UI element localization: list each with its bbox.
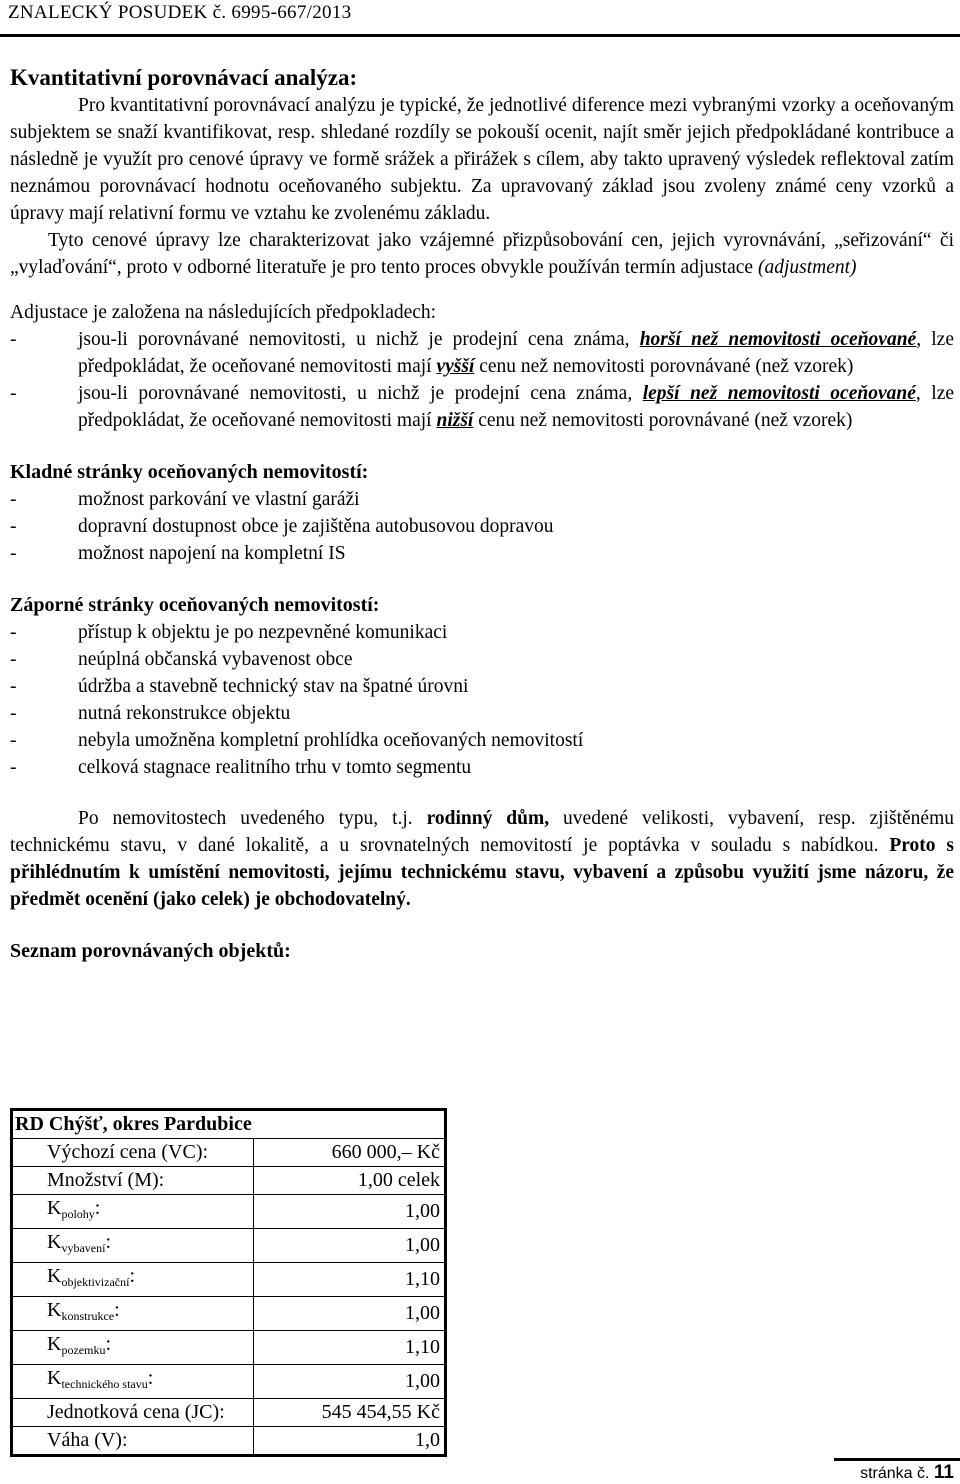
document-header: ZNALECKÝ POSUDEK č. 6995-667/2013 [8,2,352,23]
row-label: $K_{konstrukce}$: [12,1297,254,1331]
comparison-table [10,1108,447,1457]
list-item-text: možnost napojení na kompletní IS [78,543,346,564]
row-label: $K_{pozemku}$: [12,1331,254,1365]
page-number: 11 [933,1462,954,1483]
dash: - [10,383,17,404]
property-type: rodinný dům, [426,808,550,829]
row-label: Jednotková cena (JC): [12,1399,254,1427]
list-item [10,754,954,781]
dash: - [10,649,17,670]
row-label: $K_{technického stavu}$: [12,1365,254,1399]
row-label: $K_{polohy}$: [12,1195,254,1229]
row-label: $K_{objektivizační}$: [12,1263,254,1297]
emphasis-better [643,383,916,404]
list-item [10,646,954,673]
row-value: 660 000,– Kč [254,1139,446,1167]
row-label-subscript: polohy [61,1207,95,1221]
dash: - [10,622,17,643]
adjustment-list [10,326,954,434]
list-item-text: údržba a stavebně technický stav na špatné úrovni [78,676,469,697]
footer-rule [834,1458,960,1461]
conclusion-text: Po nemovitostech uvedeného typu, t.j. [78,808,427,829]
list-item-text: možnost parkování ve vlastní garáži [78,489,360,510]
list-item-text: přístup k objektu je po nezpevněné komunikaci [78,622,448,643]
dash: - [10,516,17,537]
section-title: Kvantitativní porovnávací analýza: [10,65,358,90]
paragraph-adjustment [10,227,954,281]
list-item-text: celková stagnace realitního trhu v tomto segmentu [78,757,472,778]
dash: - [10,489,17,510]
item-text: cenu než nemovitosti porovnávané (než vzorek) [473,410,853,431]
list-item [10,486,954,513]
adjustment-item [10,326,954,380]
row-value: 545 454,55 Kč [254,1399,446,1427]
list-item [10,673,954,700]
negatives-title: Záporné stránky oceňovaných nemovitostí: [10,594,380,616]
emphasis-rest: než nemovitosti oceňované [680,329,917,350]
table-row [12,1365,446,1399]
header-rule [0,34,960,37]
emphasis-worse [640,329,917,350]
row-label-subscript: pozemku [61,1343,106,1357]
dash: - [10,329,17,350]
emphasis-word: lepší [642,383,680,404]
list-item [10,513,954,540]
table-row [12,1195,446,1229]
paragraph-adjustment-text: Tyto cenové úpravy lze charakterizovat jako vzájemné přizpůsobování cen, jejich vyrovnávání, „seřizování“ či „vylaďování“, proto v odborné literatuře je pro tento proces obvykle používán termín adjustace [10,230,954,278]
page-footer [860,1462,954,1484]
page-label: stránka č. [860,1465,930,1482]
list-item [10,727,954,754]
table-row [12,1139,446,1167]
row-label: $K_{vybavení}$: [12,1229,254,1263]
adjustment-term: (adjustment) [757,257,857,278]
item-text: , lze předpokládat, že oceňované nemovitosti mají [78,383,955,431]
item-text: , lze předpokládat, že oceňované nemovitosti mají [78,329,954,377]
row-value: 1,10 [254,1263,446,1297]
row-label: Množství (M): [12,1167,254,1195]
table-row [12,1427,446,1456]
list-item [10,540,954,567]
objects-list-title: Seznam porovnávaných objektů: [10,940,291,962]
row-value: 1,0 [254,1427,446,1456]
item-text: jsou-li porovnávané nemovitosti, u nichž je prodejní cena známa, [78,383,643,404]
row-label-subscript: vybavení [61,1241,106,1255]
conclusion-statement: Proto s přihlédnutím k umístění nemovitosti, jejímu technickému stavu, vybavení a způsobu využití jsme názoru, že předmět ocenění (jako celek) je obchodovatelný. [10,835,954,910]
positives-list [10,486,954,567]
row-label-subscript: objektivizační [61,1275,130,1289]
conclusion-text: uvedené velikosti, vybavení, resp. zjištěnému technickému stavu, v dané lokalitě, a u srovnatelných nemovitostí je poptávka v souladu s nabídkou. [10,808,954,856]
dash: - [10,730,17,751]
table-row [12,1331,446,1365]
row-value: 1,00 [254,1365,446,1399]
table-row [12,1399,446,1427]
list-item-text: neúplná občanská vybavenost obce [78,649,353,670]
row-value: 1,00 [254,1229,446,1263]
dash: - [10,543,17,564]
row-label: Váha (V): [12,1427,254,1456]
dash: - [10,757,17,778]
row-value: 1,00 celek [254,1167,446,1195]
emphasis-rest: než nemovitosti oceňované [679,383,916,404]
list-item-text: nutná rekonstrukce objektu [78,703,291,724]
list-item-text: nebyla umožněna kompletní prohlídka oceňovaných nemovitostí [78,730,584,751]
table-row [12,1229,446,1263]
item-text: jsou-li porovnávané nemovitosti, u nichž je prodejní cena známa, [78,329,640,350]
table-caption: RD Chýšť, okres Pardubice [12,1110,446,1139]
paragraph-intro: Pro kvantitativní porovnávací analýzu je typické, že jednotlivé diference mezi vybranými vzorky a oceňovaným subjektem se snaží kvantifikovat, resp. shledané rozdíly se pokouší ocenit, najít směr jejich předpokládané kontribuce a následně je využít pro cenové úpravy ve formě srážek a přirážek s cílem, aby takto upravený výsledek reflektoval zatím neznámou porovnávací hodnotu oceňovaného subjektu. Za upravovaný základ jsou zvoleny známé ceny vzorků a úpravy mají relativní formu ve vztahu ke zvolenému základu. [10,95,954,224]
row-value: 1,00 [254,1297,446,1331]
negatives-list [10,619,954,781]
row-label-subscript: konstrukce [61,1309,115,1323]
row-label: Výchozí cena (VC): [12,1139,254,1167]
conclusion-paragraph [10,805,954,913]
table-row [12,1167,446,1195]
emphasis-higher: vyšší [436,356,475,377]
row-label-subscript: technického stavu [61,1377,148,1391]
row-value: 1,00 [254,1195,446,1229]
row-value: 1,10 [254,1331,446,1365]
dash: - [10,676,17,697]
adjustment-intro: Adjustace je založena na následujících předpokladech: [10,302,437,323]
positives-title: Kladné stránky oceňovaných nemovitostí: [10,461,369,483]
emphasis-word: horší [639,329,681,350]
list-item-text: dopravní dostupnost obce je zajištěna autobusovou dopravou [78,516,554,537]
list-item [10,619,954,646]
adjustment-item [10,380,954,434]
table-row [12,1263,446,1297]
page-content [10,64,954,965]
emphasis-lower: nižší [436,410,474,431]
list-item [10,700,954,727]
table-row [12,1297,446,1331]
dash: - [10,703,17,724]
item-text: cenu než nemovitosti porovnávané (než vzorek) [474,356,854,377]
